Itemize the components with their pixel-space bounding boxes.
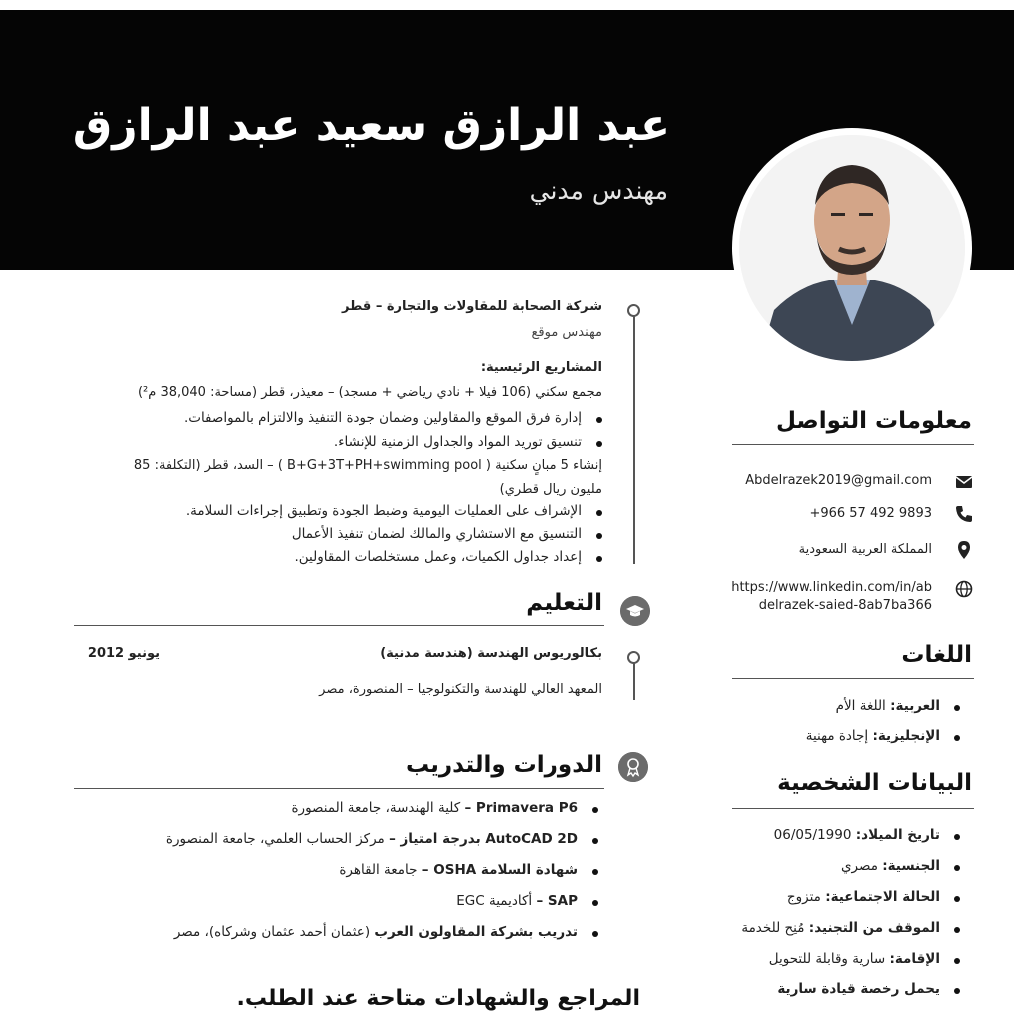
location-text: المملكة العربية السعودية	[798, 542, 932, 557]
courses-heading: الدورات والتدريب	[405, 752, 602, 778]
course-item: Primavera P6 – كلية الهندسة، جامعة المنصورة	[60, 800, 578, 816]
language-item: الإنجليزية: إجادة مهنية	[700, 728, 940, 744]
job-title: مهندس مدني	[529, 176, 668, 205]
phone-icon	[954, 504, 974, 524]
personal-heading: البيانات الشخصية	[777, 770, 972, 796]
education-timeline	[633, 660, 635, 700]
timeline-node	[627, 304, 640, 317]
project-1-task: تنسيق توريد المواد والجداول الزمنية للإنشاء.	[60, 434, 582, 450]
profile-photo	[732, 128, 972, 368]
institute-name: المعهد العالي للهندسة والتكنولوجيا – المنصورة، مصر	[319, 682, 602, 697]
personal-item: الجنسية: مصري	[700, 858, 940, 874]
experience-timeline	[633, 316, 635, 564]
email-icon	[954, 472, 974, 492]
personal-item: الموقف من التجنيد: مُنِح للخدمة	[700, 920, 940, 936]
graduation-date: يونيو 2012	[87, 646, 160, 661]
graduation-cap-icon	[620, 596, 650, 626]
job-role: مهندس موقع	[531, 325, 602, 340]
course-item: شهادة السلامة OSHA – جامعة القاهرة	[60, 862, 578, 878]
personal-item: يحمل رخصة قيادة سارية	[700, 981, 940, 997]
language-item: العربية: اللغة الأم	[700, 698, 940, 714]
award-medal-icon	[618, 752, 648, 782]
education-divider	[74, 625, 604, 626]
languages-divider	[732, 678, 974, 679]
course-item: تدريب بشركة المقاولون العرب (عثمان أحمد عثمان وشركاه)، مصر	[60, 924, 578, 940]
education-heading: التعليم	[526, 590, 602, 616]
references-note: المراجع والشهادات متاحة عند الطلب.	[236, 986, 640, 1011]
email-link[interactable]: Abdelrazek2019@gmail.com	[745, 473, 932, 488]
degree-title: بكالوريوس الهندسة (هندسة مدنية)	[380, 646, 602, 661]
contact-heading: معلومات التواصل	[776, 408, 972, 434]
project-1-task: إدارة فرق الموقع والمقاولين وضمان جودة التنفيذ والالتزام بالمواصفات.	[60, 410, 582, 426]
project-1-title: مجمع سكني (106 فيلا + نادي رياضي + مسجد) – معيذر، قطر (مساحة: 38,040 م²)	[137, 385, 602, 400]
personal-divider	[732, 808, 974, 809]
candidate-name: عبد الرازق سعيد عبد الرازق	[72, 100, 670, 151]
company-name: شركة الصحابة للمقاولات والتجارة – قطر	[342, 299, 602, 314]
globe-icon	[954, 579, 974, 599]
phone-number[interactable]: +966 57 492 9893	[809, 506, 932, 521]
linkedin-link-line2[interactable]: delrazek-saied-8ab7ba366	[758, 598, 932, 613]
courses-divider	[74, 788, 604, 789]
course-item: AutoCAD 2D بدرجة امتياز – مركز الحساب العلمي، جامعة المنصورة	[60, 831, 578, 847]
projects-heading: المشاريع الرئيسية:	[480, 360, 602, 375]
personal-item: الإقامة: سارية وقابلة للتحويل	[700, 951, 940, 967]
person-photo-icon	[739, 135, 965, 361]
project-2-title-line2: مليون ريال قطري)	[499, 482, 602, 497]
linkedin-link-line1[interactable]: https://www.linkedin.com/in/ab	[731, 580, 932, 595]
project-2-task: التنسيق مع الاستشاري والمالك لضمان تنفيذ الأعمال	[60, 526, 582, 542]
timeline-node	[627, 651, 640, 664]
contact-divider	[732, 444, 974, 445]
project-2-task: إعداد جداول الكميات، وعمل مستخلصات المقاولين.	[60, 549, 582, 565]
course-item: SAP – أكاديمية EGC	[60, 893, 578, 909]
project-2-title-line1: إنشاء 5 مبانٍ سكنية ( B+G+3T+PH+swimming pool ) – السد، قطر (التكلفة: 85	[133, 458, 602, 473]
project-2-task: الإشراف على العمليات اليومية وضبط الجودة وتطبيق إجراءات السلامة.	[60, 503, 582, 519]
personal-item: الحالة الاجتماعية: متزوج	[700, 889, 940, 905]
languages-heading: اللغات	[901, 642, 972, 668]
location-pin-icon	[954, 540, 974, 560]
personal-item: تاريخ الميلاد: 06/05/1990	[700, 827, 940, 843]
